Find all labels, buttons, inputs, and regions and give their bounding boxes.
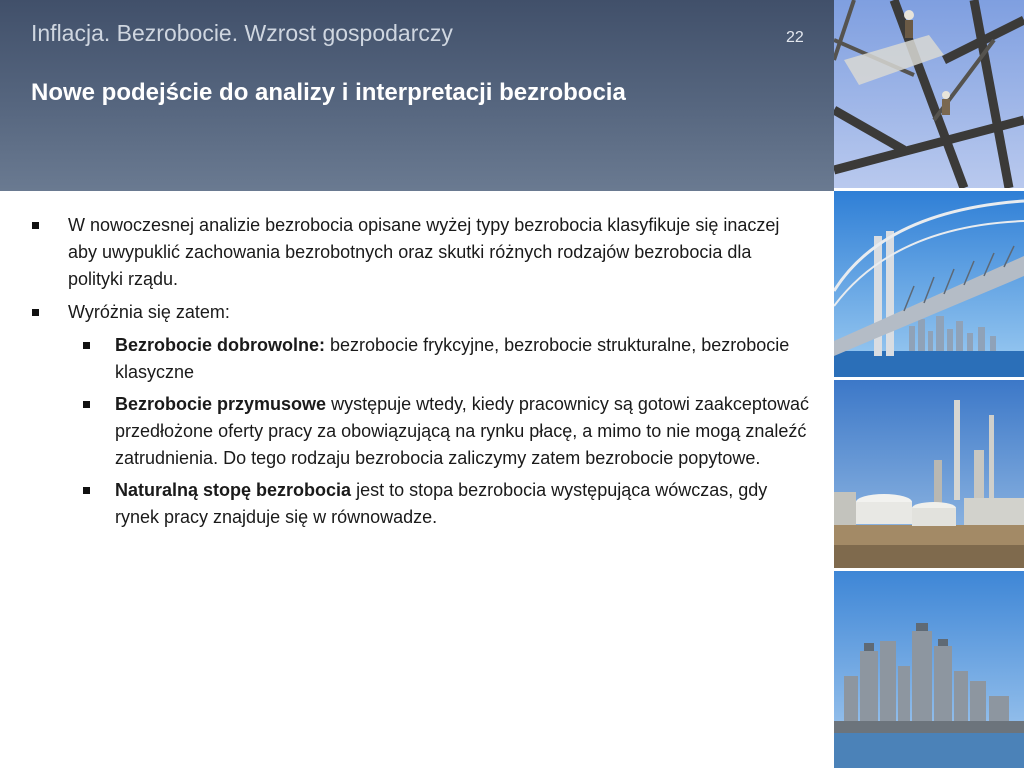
construction-photo bbox=[834, 0, 1024, 188]
square-bullet-icon bbox=[32, 309, 39, 316]
bullet-text: jest to stopa bezrobocia występująca wówczas, gdy rynek pracy znajduje się w równowadze. bbox=[115, 480, 768, 527]
refinery-photo bbox=[834, 380, 1024, 568]
bullet-text: występuje wtedy, kiedy pracownicy są gotowi zaakceptować przedłożone oferty pracy za obowiązującą na rynku płacę, a mimo to nie mogą znaleźć zatrudnienia. Do tego rodzaju bezrobocia zaliczymy zatem bezrobocie popytowe. bbox=[115, 394, 809, 468]
bullet-bold: Naturalną stopę bezrobocia bbox=[115, 480, 352, 500]
bullet-text: W nowoczesnej analizie bezrobocia opisane wyżej typy bezrobocia klasyfikuje się inaczej aby uwypuklić zachowania bezrobotnych oraz skutki różnych rodzajów bezrobocia dla polityki rządu. bbox=[68, 215, 780, 289]
slide-header bbox=[0, 0, 834, 191]
slide-title: Nowe podejście do analizy i interpretacji bezrobocia bbox=[31, 79, 626, 106]
sub-bullet-item bbox=[30, 477, 810, 531]
bullet-item bbox=[30, 299, 810, 326]
bullet-bold: Bezrobocie dobrowolne: bbox=[115, 335, 326, 355]
square-bullet-icon bbox=[32, 222, 39, 229]
bullet-item bbox=[30, 212, 810, 293]
photo-strip bbox=[834, 0, 1024, 768]
sub-bullet-item bbox=[30, 332, 810, 386]
bullet-text: bezrobocie frykcyjne, bezrobocie strukturalne, bezrobocie klasyczne bbox=[115, 335, 790, 382]
bridge-photo bbox=[834, 191, 1024, 377]
course-title: Inflacja. Bezrobocie. Wzrost gospodarczy bbox=[31, 20, 453, 46]
square-bullet-icon bbox=[83, 487, 90, 494]
bullet-text: Wyróżnia się zatem: bbox=[68, 302, 230, 322]
square-bullet-icon bbox=[83, 342, 90, 349]
slide-content bbox=[30, 212, 810, 536]
skyline-photo bbox=[834, 571, 1024, 768]
slide-number: 22 bbox=[786, 29, 804, 46]
sub-bullet-item bbox=[30, 391, 810, 472]
bullet-bold: Bezrobocie przymusowe bbox=[115, 394, 327, 414]
square-bullet-icon bbox=[83, 401, 90, 408]
